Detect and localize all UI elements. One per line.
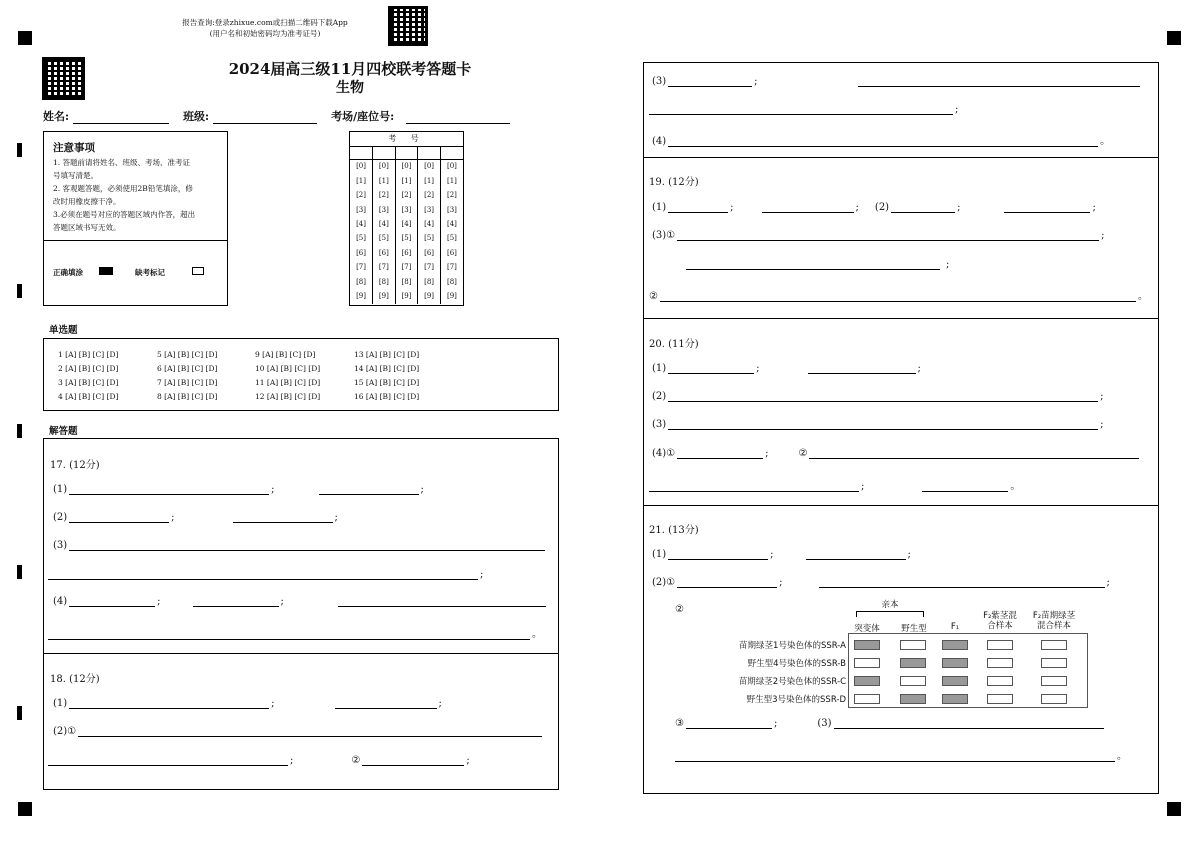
page-title: 2024届高三级11月四校联考答题卡 — [228, 60, 472, 78]
q17-1a-blank[interactable] — [69, 485, 269, 495]
corner-mark-top-right — [1167, 31, 1181, 45]
class-field[interactable] — [213, 114, 317, 124]
q18-part2-cont: ; ② ; — [48, 755, 470, 766]
exam-number-bubble[interactable]: [6] — [418, 246, 441, 260]
mcq-question[interactable]: 16 [A] [B] [C] [D] — [354, 392, 420, 401]
q20-title: 20. (11分) — [649, 339, 699, 350]
exam-number-bubble[interactable]: [5] — [356, 234, 366, 243]
answer-section-title: 解答题 — [49, 426, 78, 437]
q17-3-blank[interactable] — [69, 541, 545, 551]
q21-1b-blank[interactable] — [806, 550, 906, 560]
notes-item: 1. 答题前请将姓名、班级、考场、准考证 — [53, 158, 191, 167]
q18-part2: (2)① — [53, 726, 542, 737]
exam-number-bubble[interactable]: [0] — [373, 160, 396, 174]
exam-number-bubble[interactable]: [1] — [440, 174, 463, 188]
q19-part3: (3)① ; — [652, 230, 1105, 241]
q17-part4-cont: 。 — [48, 625, 542, 640]
mcq-question[interactable]: 2 [A] [B] [C] [D] — [58, 364, 119, 373]
q17-2b-blank[interactable] — [233, 513, 333, 523]
app-qr-code[interactable] — [388, 6, 428, 46]
ssr-band-empty — [1041, 694, 1067, 704]
exam-number-grid[interactable] — [350, 160, 463, 304]
exam-number-bubble[interactable]: [1] — [395, 174, 418, 188]
notes-item: 2. 客观题答题，必须使用2B铅笔填涂，修 — [53, 184, 193, 193]
exam-number-bubble[interactable]: [5] — [395, 232, 418, 246]
student-info-row — [43, 108, 510, 124]
notes-divider — [44, 240, 227, 241]
timing-mark — [17, 424, 22, 438]
parents-label: 亲本 — [881, 600, 899, 610]
exam-number-bubble[interactable]: [9] — [395, 290, 418, 304]
timing-mark — [17, 284, 22, 298]
col-f1: F₁ — [950, 622, 960, 632]
q18-2a-blank-cont[interactable] — [48, 756, 288, 766]
report-notice — [160, 17, 370, 39]
name-label: 姓名: — [43, 110, 70, 123]
exam-number-bubble[interactable]: [3] — [356, 205, 366, 214]
ssr-band-empty — [1041, 676, 1067, 686]
exam-number-bubble[interactable]: [2] — [395, 189, 418, 203]
q17-2a-blank[interactable] — [69, 513, 169, 523]
exam-number-bubble[interactable]: [7] — [440, 261, 463, 275]
q18-1a-blank[interactable] — [69, 699, 269, 709]
mcq-question[interactable]: 1 [A] [B] [C] [D] — [58, 350, 119, 359]
col-mutant: 突变体 — [854, 624, 880, 634]
q18-3-blank-cont[interactable] — [649, 105, 953, 115]
mcq-question[interactable]: 6 [A] [B] [C] [D] — [157, 364, 218, 373]
q21-3-blank-cont[interactable] — [675, 752, 1115, 762]
exam-number-bubble[interactable]: [1] — [418, 174, 441, 188]
q17-part4: (4) ; ; — [53, 596, 546, 607]
exam-number-bubble[interactable]: [7] — [418, 261, 441, 275]
ssr-band-empty — [987, 658, 1013, 668]
ssr-row-label: 野生型3号染色体的SSR-D — [746, 695, 846, 705]
timing-mark — [17, 706, 22, 720]
q21-part2: (2)① ; ; — [652, 577, 1110, 588]
ssr-band-filled — [854, 676, 880, 686]
mcq-question[interactable]: 8 [A] [B] [C] [D] — [157, 392, 218, 401]
q21-1a-blank[interactable] — [668, 550, 768, 560]
q17-1b-blank[interactable] — [319, 485, 419, 495]
mcq-question[interactable]: 9 [A] [B] [C] [D] — [255, 350, 316, 359]
q21-2b-blank[interactable] — [819, 578, 1105, 588]
mcq-question[interactable]: 12 [A] [B] [C] [D] — [255, 392, 321, 401]
q21-part1: (1) ; ; — [652, 549, 911, 560]
exam-number-title: 考 号 — [350, 132, 463, 147]
exam-number-bubble[interactable]: [1] — [356, 176, 366, 185]
ssr-band-empty — [1041, 658, 1067, 668]
q18-4-blank[interactable] — [668, 137, 1098, 147]
subject-title: 生物 — [336, 80, 364, 96]
exam-number-bubble[interactable]: [4] — [356, 219, 366, 228]
mcq-question[interactable]: 13 [A] [B] [C] [D] — [354, 350, 420, 359]
exam-number-entry-row — [350, 147, 463, 160]
q17-3-blank-cont[interactable] — [48, 570, 478, 580]
q18-part3: (3) ; — [652, 76, 1140, 87]
ssr-band-empty — [1041, 640, 1067, 650]
notes-item: 3.必须在题号对应的答题区域内作答，超出 — [53, 210, 196, 219]
mcq-question[interactable]: 5 [A] [B] [C] [D] — [157, 350, 218, 359]
q18-1b-blank[interactable] — [335, 699, 437, 709]
exam-number-bubble[interactable]: [9] — [418, 290, 441, 304]
exam-number-bubble[interactable]: [9] — [356, 291, 366, 300]
q18-2b-blank[interactable] — [362, 756, 464, 766]
mcq-section-title: 单选题 — [49, 325, 78, 336]
ssr-band-empty — [900, 640, 926, 650]
q20-4c-blank[interactable] — [922, 482, 1008, 492]
q21-3-blank[interactable] — [834, 719, 1104, 729]
q19-part1-2: (1) ; ; (2) ; ; — [652, 202, 1096, 213]
exam-number-digit-row — [350, 232, 463, 246]
q20-4a-blank[interactable] — [677, 449, 763, 459]
q19-3b-blank[interactable] — [660, 292, 1136, 302]
correct-fill-label: 正确填涂 — [53, 268, 83, 277]
exam-number-bubble[interactable]: [0] — [395, 160, 418, 174]
q20-1a-blank[interactable] — [668, 364, 754, 374]
exam-number-bubble[interactable]: [2] — [356, 191, 366, 200]
q20-part3: (3) ; — [652, 419, 1104, 430]
ssr-row-label: 苗期绿茎1号染色体的SSR-A — [739, 641, 846, 651]
exam-number-bubble[interactable]: [8] — [440, 275, 463, 289]
q19-title: 19. (12分) — [649, 177, 699, 188]
q19-part3-cont: ; — [686, 259, 949, 270]
mcq-question[interactable]: 10 [A] [B] [C] [D] — [255, 364, 321, 373]
exam-number-bubble[interactable]: [4] — [440, 218, 463, 232]
report-notice-line2: (用户名和初始密码均为准考证号) — [209, 29, 321, 38]
q19-3a-blank[interactable] — [677, 231, 1099, 241]
ssr-row-label: 苗期绿茎2号染色体的SSR-C — [738, 677, 846, 687]
exam-number-bubble[interactable]: [2] — [418, 189, 441, 203]
exam-number-bubble[interactable]: [8] — [418, 275, 441, 289]
exam-number-digit-row — [350, 174, 463, 188]
q20-part4: (4)① ; ② — [652, 448, 1139, 459]
q20-4b-blank-cont[interactable] — [649, 482, 859, 492]
q19-1b-blank[interactable] — [762, 203, 854, 213]
exam-number-digit-row — [350, 290, 463, 304]
q17-part1: (1) ; ; — [53, 484, 424, 495]
q20-part2: (2) ; — [652, 391, 1104, 402]
mcq-question[interactable]: 14 [A] [B] [C] [D] — [354, 364, 420, 373]
exam-number-digit-row — [350, 275, 463, 289]
ssr-band-empty — [987, 694, 1013, 704]
exam-number-bubble[interactable]: [7] — [395, 261, 418, 275]
q20-part4-cont: ; 。 — [649, 477, 1020, 492]
q18-3a-blank[interactable] — [668, 77, 752, 87]
q21-2c-blank[interactable] — [686, 719, 772, 729]
exam-number-bubble[interactable]: [6] — [373, 246, 396, 260]
col-wildtype: 野生型 — [901, 624, 927, 634]
q19-part3b: ② 。 — [649, 291, 1148, 302]
exam-number-bubble[interactable]: [5] — [418, 232, 441, 246]
q17-part3-cont: ; — [48, 569, 483, 580]
ssr-band-empty — [987, 640, 1013, 650]
q18-title: 18. (12分) — [50, 674, 100, 685]
q19-1a-blank[interactable] — [668, 203, 728, 213]
room-field[interactable] — [406, 114, 510, 124]
ssr-band-empty — [900, 676, 926, 686]
q18-box — [43, 653, 559, 790]
exam-number-bubble[interactable]: [1] — [373, 174, 396, 188]
notes-list — [53, 156, 195, 234]
mcq-question[interactable]: 15 [A] [B] [C] [D] — [354, 378, 420, 387]
q21-part3-cont: 。 — [675, 747, 1127, 762]
exam-number-bubble[interactable]: [3] — [373, 203, 396, 217]
exam-number-bubble[interactable]: [3] — [395, 203, 418, 217]
exam-number-bubble[interactable]: [4] — [418, 218, 441, 232]
q17-part2: (2) ; ; — [53, 512, 338, 523]
absent-mark-box[interactable] — [192, 267, 204, 275]
q17-4a-blank[interactable] — [69, 597, 155, 607]
q20-4b-blank[interactable] — [809, 449, 1139, 459]
q17-4c-blank[interactable] — [338, 597, 546, 607]
mcq-question[interactable]: 11 [A] [B] [C] [D] — [255, 378, 321, 387]
notes-item: 改时用橡皮擦干净。 — [53, 197, 121, 206]
q18-3b-blank[interactable] — [858, 77, 1140, 87]
exam-number-bubble[interactable]: [2] — [440, 189, 463, 203]
mcq-question[interactable]: 3 [A] [B] [C] [D] — [58, 378, 119, 387]
q21-title: 21. (13分) — [649, 525, 699, 536]
ssr-band-empty — [987, 676, 1013, 686]
notes-item: 答题区域书写无效。 — [53, 223, 121, 232]
correct-fill-sample — [99, 267, 113, 275]
notes-title: 注意事项 — [53, 142, 95, 154]
ssr-band-filled — [942, 694, 968, 704]
exam-number-bubble[interactable]: [8] — [395, 275, 418, 289]
col-f2-green: F₂苗期绿茎 混合样本 — [1032, 611, 1076, 631]
timing-mark — [17, 143, 22, 157]
col-f2-purple: F₂紫茎混 合样本 — [983, 611, 1017, 631]
ssr-band-filled — [900, 694, 926, 704]
exam-number-bubble[interactable]: [5] — [373, 232, 396, 246]
class-label: 班级: — [183, 110, 210, 123]
exam-number-bubble[interactable]: [5] — [440, 232, 463, 246]
timing-mark — [17, 565, 22, 579]
exam-number-bubble[interactable]: [7] — [373, 261, 396, 275]
absent-mark-label: 缺考标记 — [135, 268, 165, 277]
exam-number-bubble[interactable]: [0] — [440, 160, 463, 174]
q18-part1: (1) ; ; — [53, 698, 442, 709]
ssr-band-filled — [942, 676, 968, 686]
ssr-band-filled — [900, 658, 926, 668]
mcq-question[interactable]: 7 [A] [B] [C] [D] — [157, 378, 218, 387]
exam-number-bubble[interactable]: [6] — [440, 246, 463, 260]
exam-number-bubble[interactable]: [8] — [373, 275, 396, 289]
q17-4b-blank[interactable] — [193, 597, 279, 607]
q17-4-blank-cont[interactable] — [48, 630, 530, 640]
ssr-band-filled — [942, 658, 968, 668]
student-qr-code — [42, 57, 85, 100]
corner-mark-bottom-left — [18, 802, 32, 816]
ssr-band-filled — [854, 640, 880, 650]
exam-number-digit-row — [350, 218, 463, 232]
q19-3a-blank-cont[interactable] — [686, 260, 940, 270]
exam-number-bubble[interactable]: [9] — [373, 290, 396, 304]
ssr-band-empty — [854, 694, 880, 704]
q21-2a-blank[interactable] — [677, 578, 777, 588]
q20-3-blank[interactable] — [668, 420, 1098, 430]
ssr-band-empty — [854, 658, 880, 668]
name-field[interactable] — [73, 114, 169, 124]
exam-number-digit-row — [350, 246, 463, 260]
exam-number-box — [349, 131, 464, 306]
q21-part2b-label: ② — [675, 604, 684, 615]
exam-number-bubble[interactable]: [3] — [418, 203, 441, 217]
report-notice-line1: 报告查询:登录zhixue.com或扫描二维码下载App — [182, 18, 348, 27]
room-label: 考场/座位号: — [331, 110, 395, 123]
q18-part4: (4) 。 — [652, 136, 1111, 147]
q20-1b-blank[interactable] — [808, 364, 916, 374]
corner-mark-top-left — [18, 31, 32, 45]
q21-part2c: ③ ; (3) — [675, 718, 1104, 729]
exam-number-bubble[interactable]: [4] — [395, 218, 418, 232]
ssr-row-label: 野生型4号染色体的SSR-B — [747, 659, 846, 669]
q17-part3: (3) — [53, 540, 545, 551]
exam-number-bubble[interactable]: [6] — [395, 246, 418, 260]
q17-title: 17. (12分) — [50, 460, 100, 471]
notes-box — [43, 131, 228, 306]
exam-number-digit-row — [350, 203, 463, 217]
exam-number-bubble[interactable]: [9] — [440, 290, 463, 304]
exam-number-bubble[interactable]: [6] — [356, 248, 366, 257]
q20-part1: (1) ; ; — [652, 363, 921, 374]
q19-2a-blank[interactable] — [891, 203, 955, 213]
exam-number-digit-row — [350, 261, 463, 275]
q18-part3-cont: ; — [649, 104, 958, 115]
q19-2b-blank[interactable] — [1004, 203, 1090, 213]
exam-number-digit-row — [350, 160, 463, 174]
q20-2-blank[interactable] — [668, 392, 1098, 402]
parents-bracket — [856, 611, 924, 617]
exam-number-bubble[interactable]: [8] — [356, 277, 366, 286]
exam-number-bubble[interactable]: [0] — [356, 162, 366, 171]
mcq-question[interactable]: 4 [A] [B] [C] [D] — [58, 392, 119, 401]
exam-number-bubble[interactable]: [7] — [356, 263, 366, 272]
exam-number-bubble[interactable]: [4] — [373, 218, 396, 232]
corner-mark-bottom-right — [1167, 802, 1181, 816]
q18-2a-blank[interactable] — [78, 727, 542, 737]
exam-number-bubble[interactable]: [3] — [440, 203, 463, 217]
exam-number-bubble[interactable]: [2] — [373, 189, 396, 203]
notes-item: 号填写清楚。 — [53, 171, 98, 180]
mcq-box — [43, 338, 559, 411]
exam-number-bubble[interactable]: [0] — [418, 160, 441, 174]
exam-number-digit-row — [350, 189, 463, 203]
ssr-band-filled — [942, 640, 968, 650]
